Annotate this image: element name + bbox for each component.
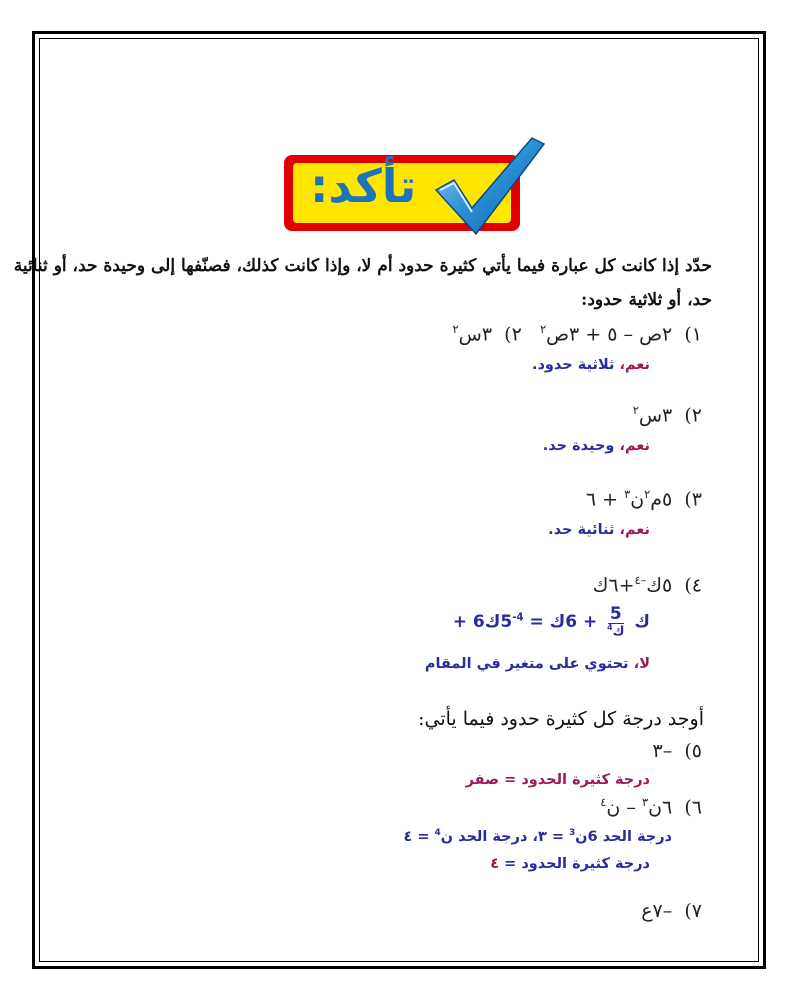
q3-number: ٣) [684,488,702,511]
q6-expression-b: – ن [606,796,636,819]
q4-expression-b: +٦ك [592,574,635,597]
q6-exponent-b: ٤ [600,795,607,809]
q4-fraction-numerator: 5 [609,604,622,624]
intro-line-2: حد، أو ثلاثية حدود: [581,290,712,310]
q1-number: ١) [684,323,702,346]
q6-expression-a: ٦ن [648,796,673,819]
intro-line-1: حدّد إذا كانت كل عبارة فيما يأتي كثيرة حدود أم لا، وإذا كانت كذلك، فصنّفها إلى وحيدة حد، أو ثنائية [13,256,712,276]
q2-exponent: ٢ [632,403,639,417]
q4-work-c: + 6ك [452,612,650,633]
answer-4-no: لا، [633,656,650,672]
section-2-heading: أوجد درجة كل كثيرة حدود فيما يأتي: [418,708,704,730]
answer-6-line-1 [403,828,672,845]
answer-4 [425,656,650,672]
page-title: تأكد: [310,159,417,213]
q1-exponent-a: ٢ [539,322,547,336]
checkmark-icon [432,132,548,242]
q5-expression: –٣ [652,740,673,762]
q1-expression-a: ٢ص – ٥ + ٣ص [546,323,673,346]
q4-expression-a: ٥ك [646,574,673,597]
question-2 [633,403,702,426]
question-5 [653,740,702,762]
answer-6-exp-a: 3 [569,828,576,838]
q4-fraction-denominator [605,624,626,638]
q4-fraction-variable: ك [612,624,625,640]
q4-work-b: + 6ك = [529,612,598,633]
answer-3 [548,522,650,538]
q1-number-2: ٢) [504,323,522,346]
question-7 [641,900,702,922]
q2-expression: ٣س [638,404,673,427]
answer-2-yes: نعم، [619,438,650,454]
q7-expression: –٧ع [641,900,673,922]
q6-number: ٦) [684,796,702,819]
q4-work [453,606,650,638]
q6-exponent-a: ٣ [641,795,649,809]
q3-expression-a: ٥م [650,488,673,511]
answer-6-degree-value: ٤ [490,856,500,872]
q1-expression-b: ٣س [458,323,493,346]
answer-4-text: تحتوي على متغير في المقام [424,656,629,672]
q4-fraction [605,606,626,638]
answer-3-text: ثنائية حد. [548,522,615,538]
question-3 [586,487,702,510]
question-4 [593,573,702,596]
answer-6-part-c: = ٤ [403,828,430,845]
q3-expression-c: + ٦ [585,488,619,511]
answer-5-value: صفر [465,772,500,788]
answer-1-text: ثلاثية حدود. [531,357,615,373]
answer-2 [543,438,650,454]
answer-6-part-b: = ٣، درجة الحد ن [440,828,565,845]
question-1 [453,322,702,345]
q1-exponent-b: ٢ [452,322,459,336]
answer-5 [466,772,650,788]
q3-expression-b: ن [630,488,645,511]
q4-work-exponent: 4- [512,612,524,624]
question-6 [600,795,702,818]
answer-1 [532,357,650,373]
answer-6-degree-label: درجة كثيرة الحدود = [504,856,650,872]
answer-6-exp-b: 4 [434,828,441,838]
q4-number: ٤) [684,574,702,597]
answer-1-yes: نعم، [619,357,650,373]
q7-number: ٧) [684,900,702,922]
q3-exponent-b: ٣ [624,487,631,501]
answer-3-yes: نعم، [619,522,650,538]
q2-number: ٢) [684,404,702,427]
answer-2-text: وحيدة حد. [542,438,615,454]
q4-fraction-exponent: 4 [607,623,613,632]
answer-6-line-2 [490,856,650,872]
q4-work-a: 5ك [484,612,513,633]
answer-5-label: درجة كثيرة الحدود = [504,772,650,788]
answer-6-part-a: درجة الحد 6ن [575,828,672,845]
q3-exponent-a: ٢ [644,487,651,501]
q4-exponent-a: –٤ [634,573,647,587]
q5-number: ٥) [684,740,702,762]
